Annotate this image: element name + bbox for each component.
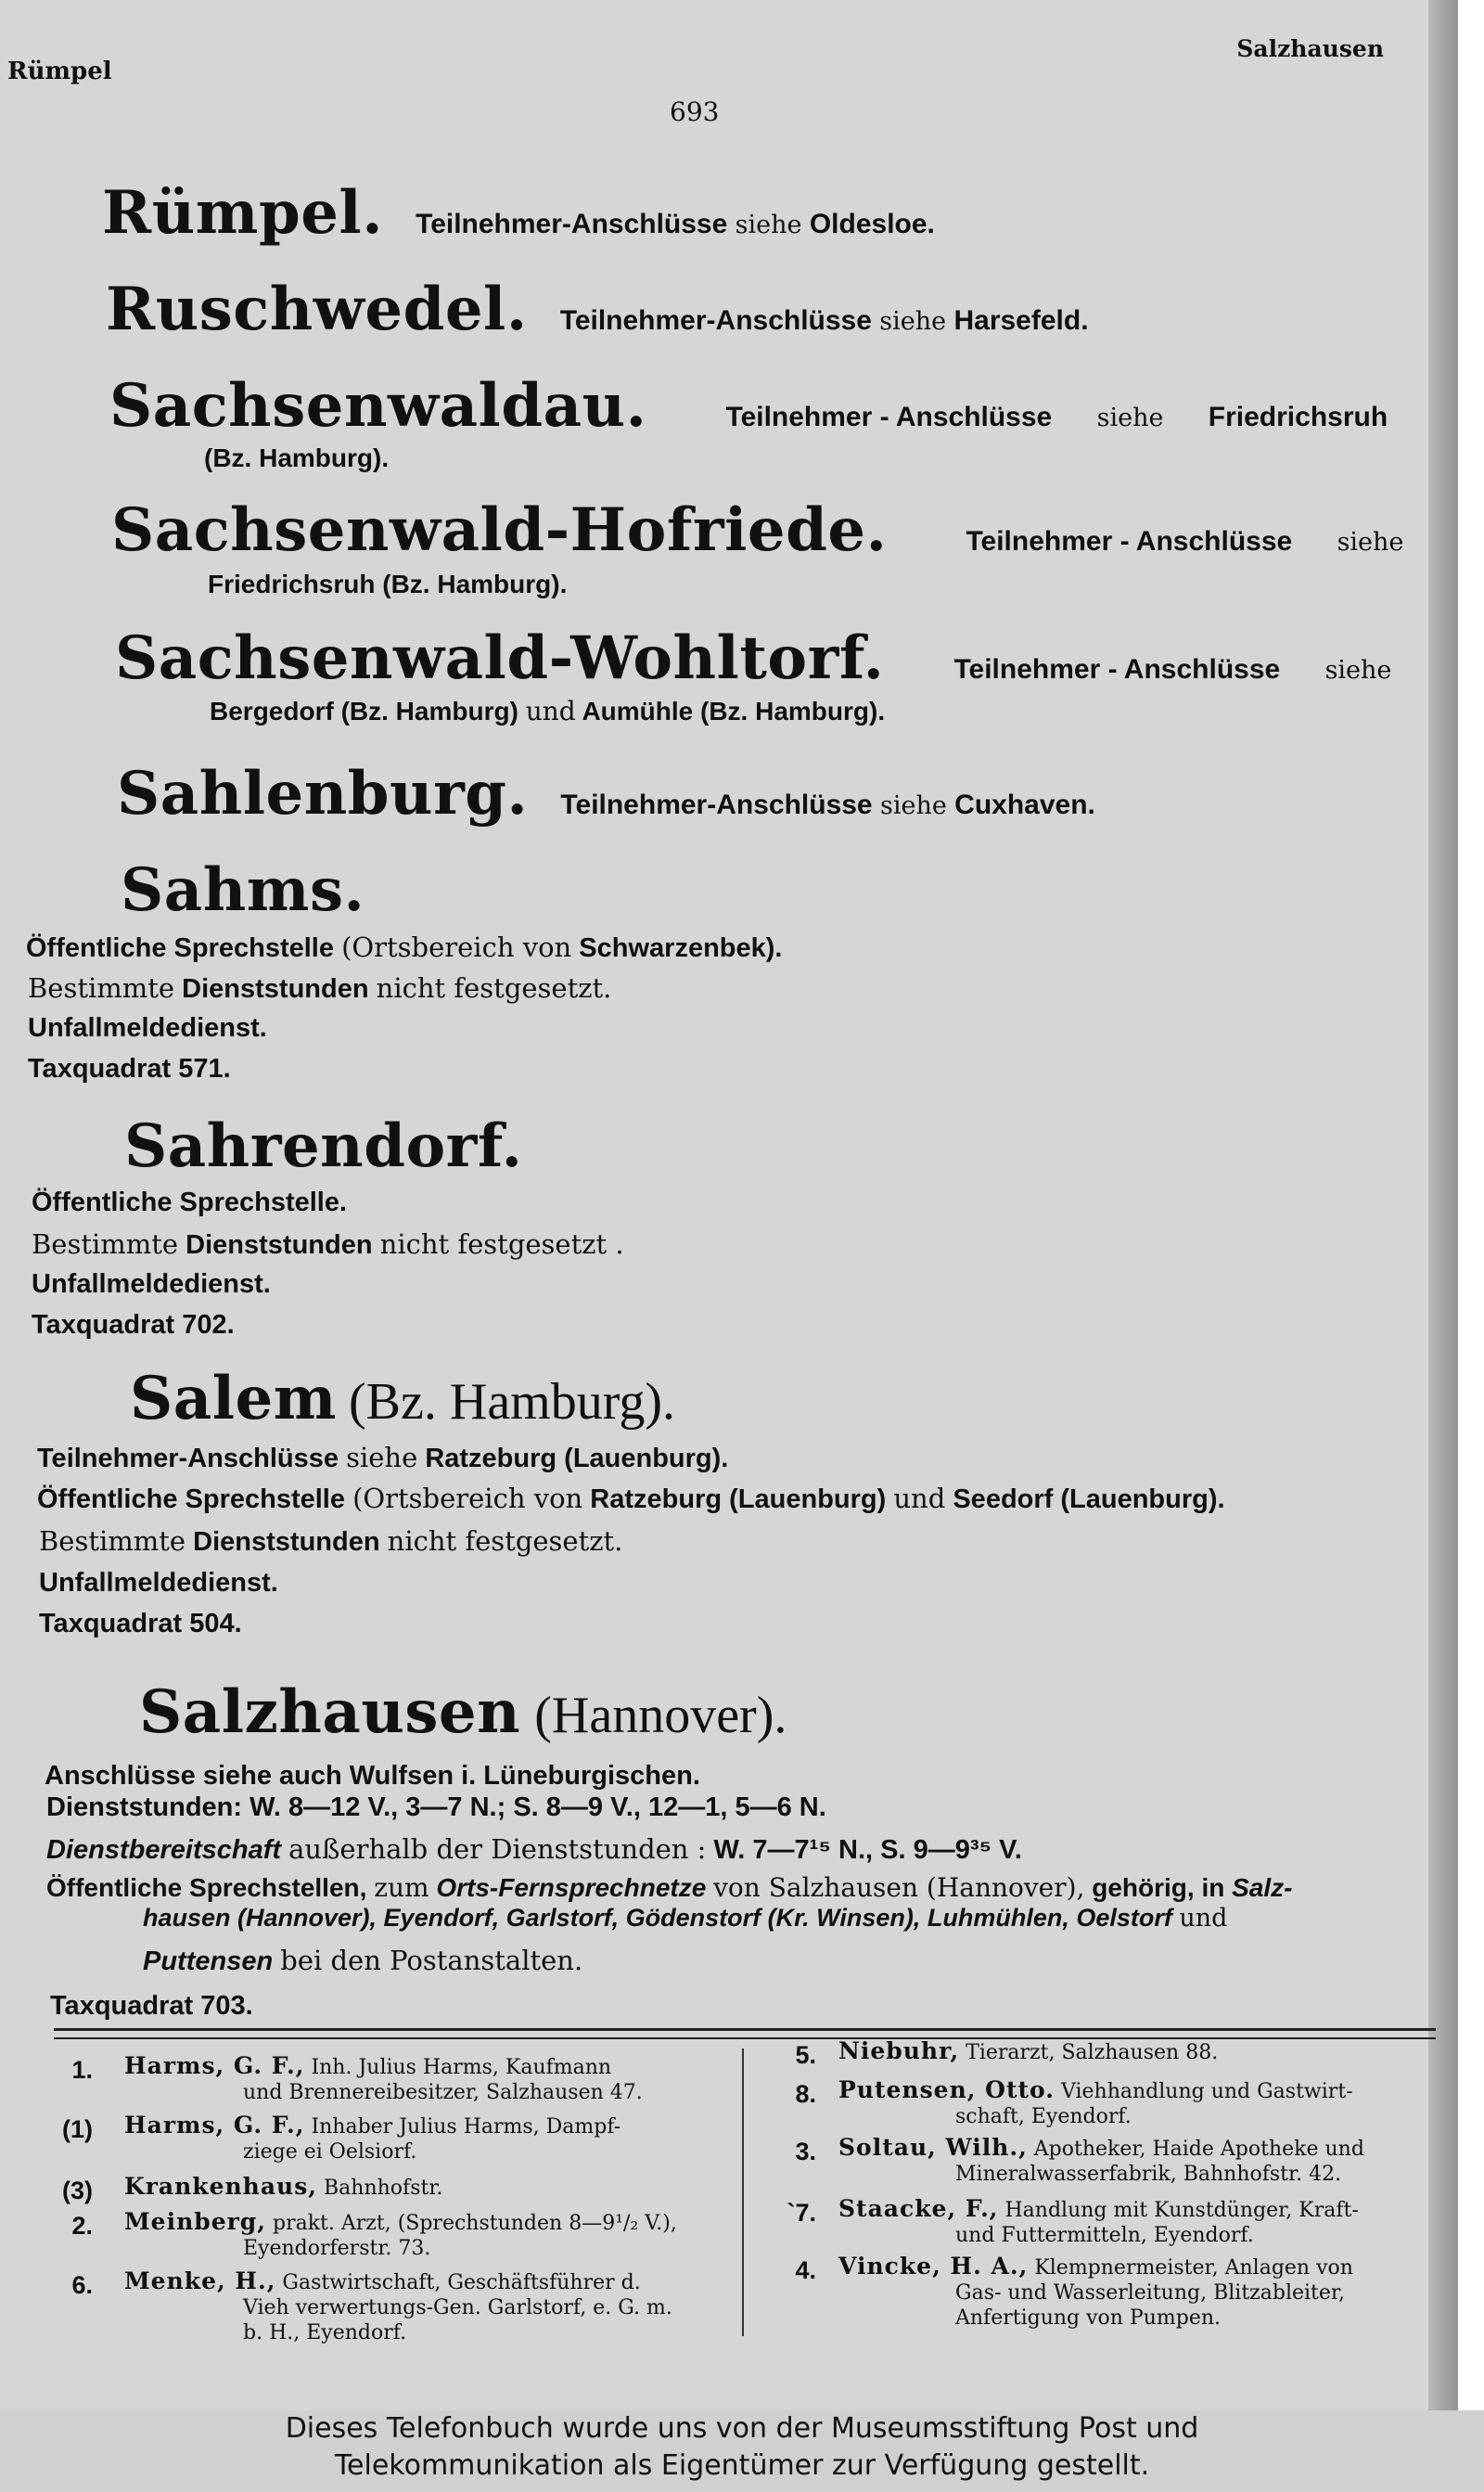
entry-reference: Teilnehmer-Anschlüsse siehe Oldesloe. bbox=[416, 209, 935, 239]
entry-sahms bbox=[121, 855, 365, 925]
place-name: Salem bbox=[130, 1364, 337, 1433]
entry-sachsenwaldau bbox=[109, 371, 1388, 441]
place-name: Sachsenwald-Wohltorf. bbox=[115, 623, 885, 693]
sahrendorf-line-3: Unfallmeldedienst. bbox=[32, 1269, 271, 1299]
salzhausen-line-1: Anschlüsse siehe auch Wulfsen i. Lüneburgischen. bbox=[45, 1761, 700, 1791]
salzhausen-line-5: hausen (Hannover), Eyendorf, Garlstorf, Gödenstorf (Kr. Winsen), Luhmühlen, Oelstorf und bbox=[143, 1904, 1228, 1933]
entry-reference: Teilnehmer-Anschlüsse siehe Harsefeld. bbox=[559, 305, 1089, 336]
directory-page: Rümpel Salzhausen 693 Rümpel. Teilnehmer-Anschlüsse siehe Oldesloe. Ruschwedel. Teilnehmer-Anschlüsse siehe Harsefeld. Sachsenwaldau. Teilnehmer - Anschlüsse siehe Friedrichsruh (Bz. Hamburg). Sachsenwald-Hofriede. Teilnehmer - Anschlüsse siehe Friedrichsruh (Bz. Hamburg). Sachsenwald-Wohltorf. Teilnehmer - Anschlüsse siehe Bergedorf (Bz. Hamburg) und Aumühle (Bz. Hamburg). Sahlenburg. Teilnehmer-Anschlüsse siehe Cuxhaven. Sahms. Öffentliche Sprechstelle (Ortsbereich von Schwarzenbek). Bestimmte Dienststunden nicht festgesetzt. Unfallmeldedienst. Taxquadrat 571. Sahrendorf. Öffentliche Sprechstelle. Bestimmte Dienststunden nicht festgesetzt . Unfallmeldedienst. Taxquadrat 702. Salem (Bz. Hamburg). Teilnehmer-Anschlüsse siehe Ratzeburg (Lauenburg). Öffentliche Sprechstelle (Ortsbereich von Ratzeburg (Lauenburg) und Seedorf (Lauenburg). Bestimmte Dienststunden nicht festgesetzt. Unfallmeldedienst. Taxquadrat 504. Salzhausen (Hannover). Anschlüsse siehe auch Wulfsen i. Lüneburgischen. Dienststunden: W. 8—12 V., 3—7 N.; S. 8—9 V., 12—1, 5—6 N. Dienstbereitschaft außerhalb der Dienststunden : W. 7—7¹⁵ N., S. 9—9³⁵ V. Öffentliche Sprechstellen, zum Orts-Fernsprechnetze von Salzhausen (Hannover), gehörig, in Salz- hausen (Hannover), Eyendorf, Garlstorf, Gödenstorf (Kr. Winsen), Luhmühlen, Oelstorf und Puttensen bei den Postanstalten. Taxquadrat 703. 1. Harms, G. F., Inh. Julius Harms, Kaufmann und Brennereibesitzer, Salzhausen 47. (1) Harms, G. F., Inhaber Julius Harms, Dampf- ziege ei Oelsiorf. (3) Krankenhaus, Bahnhofstr. 2. Meinberg, prakt. Arzt, (Sprechstunden 8—9¹/₂ V.), Eyendorferstr. 73. 6. Menke, H., Gastwirtschaft, Geschäftsführer d. Vieh verwertungs-Gen. Garlstorf, e. G. m. b. H., Eyendorf. 5. Niebuhr, Tierarzt, Salzhausen 88. 8. Putensen, Otto. Viehhandlung und Gastwirt- schaft, Eyendorf. 3. Soltau, Wilh., Apotheker, Haide Apotheke und Mineralwasserfabrik, Bahnhofstr. 42. `7. Staacke, F., Handlung mit Kunstdünger, Kraft- und Futtermitteln, Eyendorf. 4. Vincke, H. A., Klempnermeister, Anlagen von Gas- und Wasserleitung, Blitzableiter, Anfertigung von Pumpen. bbox=[0, 0, 1458, 2410]
sahrendorf-line-4: Taxquadrat 702. bbox=[32, 1310, 235, 1340]
place-name: Salzhausen bbox=[139, 1677, 521, 1747]
sahrendorf-line-1: Öffentliche Sprechstelle. bbox=[32, 1188, 348, 1217]
section-rule-top bbox=[54, 2028, 1436, 2031]
sahms-line-1: Öffentliche Sprechstelle (Ortsbereich von Schwarzenbek). bbox=[26, 931, 783, 963]
place-name: Sachsenwaldau. bbox=[109, 371, 647, 441]
place-name: Sahrendorf. bbox=[124, 1111, 523, 1181]
salem-line-1: Teilnehmer-Anschlüsse siehe Ratzeburg (Lauenburg). bbox=[37, 1442, 729, 1473]
sahrendorf-line-2: Bestimmte Dienststunden nicht festgesetzt . bbox=[32, 1228, 624, 1260]
salzhausen-line-4: Öffentliche Sprechstellen, zum Orts-Fernsprechnetze von Salzhausen (Hannover), gehörig, in Salz- bbox=[46, 1872, 1293, 1903]
place-name: Rümpel. bbox=[102, 178, 383, 248]
place-region: (Bz. Hamburg). bbox=[349, 1373, 676, 1431]
place-name: Sachsenwald-Hofriede. bbox=[111, 495, 888, 565]
salem-line-5: Taxquadrat 504. bbox=[39, 1609, 242, 1638]
entry-sahrendorf bbox=[124, 1111, 522, 1181]
entry-sahlenburg bbox=[117, 759, 1095, 829]
salzhausen-line-2: Dienststunden: W. 8—12 V., 3—7 N.; S. 8—9 V., 12—1, 5—6 N. bbox=[46, 1792, 826, 1822]
page-number: 693 bbox=[670, 96, 720, 127]
salzhausen-line-3: Dienstbereitschaft außerhalb der Dienststunden : W. 7—7¹⁵ N., S. 9—9³⁵ V. bbox=[46, 1833, 1022, 1865]
salem-line-4: Unfallmeldedienst. bbox=[39, 1568, 278, 1598]
entry-ruempel bbox=[102, 178, 935, 248]
place-name: Ruschwedel. bbox=[106, 275, 528, 344]
entry-reference: Teilnehmer - Anschlüsse siehe bbox=[953, 654, 1392, 685]
salem-line-2: Öffentliche Sprechstelle (Ortsbereich von Ratzeburg (Lauenburg) und Seedorf (Lauenburg). bbox=[37, 1483, 1225, 1514]
entry-continuation: Friedrichsruh (Bz. Hamburg). bbox=[208, 570, 568, 598]
entry-reference: Teilnehmer - Anschlüsse siehe Friedrichsruh bbox=[725, 402, 1388, 432]
footer-line-1: Dieses Telefonbuch wurde uns von der Museumsstiftung Post und bbox=[285, 2412, 1199, 2445]
place-name: Sahlenburg. bbox=[117, 759, 529, 829]
running-head-right: Salzhausen bbox=[1236, 35, 1384, 62]
entry-reference: Teilnehmer - Anschlüsse siehe bbox=[966, 526, 1404, 557]
entry-continuation: (Bz. Hamburg). bbox=[204, 443, 390, 472]
place-region: (Hannover). bbox=[534, 1687, 787, 1744]
sahms-line-4: Taxquadrat 571. bbox=[28, 1054, 231, 1084]
salzhausen-line-7: Taxquadrat 703. bbox=[50, 1991, 253, 2021]
sahms-line-3: Unfallmeldedienst. bbox=[28, 1013, 267, 1043]
entry-reference: Teilnehmer-Anschlüsse siehe Cuxhaven. bbox=[560, 790, 1095, 820]
entry-salzhausen bbox=[139, 1677, 787, 1747]
footer-line-2: Telekommunikation als Eigentümer zur Verfügung gestellt. bbox=[334, 2449, 1150, 2482]
running-head-left: Rümpel bbox=[7, 58, 112, 85]
salzhausen-line-6: Puttensen bei den Postanstalten. bbox=[143, 1945, 583, 1976]
entry-salem bbox=[130, 1364, 675, 1433]
entry-sachsenwald-wohltorf bbox=[115, 623, 1391, 693]
attribution-footer bbox=[0, 2410, 1484, 2492]
entry-sachsenwald-hofriede bbox=[111, 495, 1403, 565]
sahms-line-2: Bestimmte Dienststunden nicht festgesetzt. bbox=[28, 972, 612, 1004]
entry-ruschwedel bbox=[106, 275, 1089, 344]
salem-line-3: Bestimmte Dienststunden nicht festgesetzt. bbox=[39, 1525, 623, 1557]
entry-continuation: Bergedorf (Bz. Hamburg) und Aumühle (Bz. Hamburg). bbox=[210, 696, 886, 726]
place-name: Sahms. bbox=[121, 855, 365, 925]
